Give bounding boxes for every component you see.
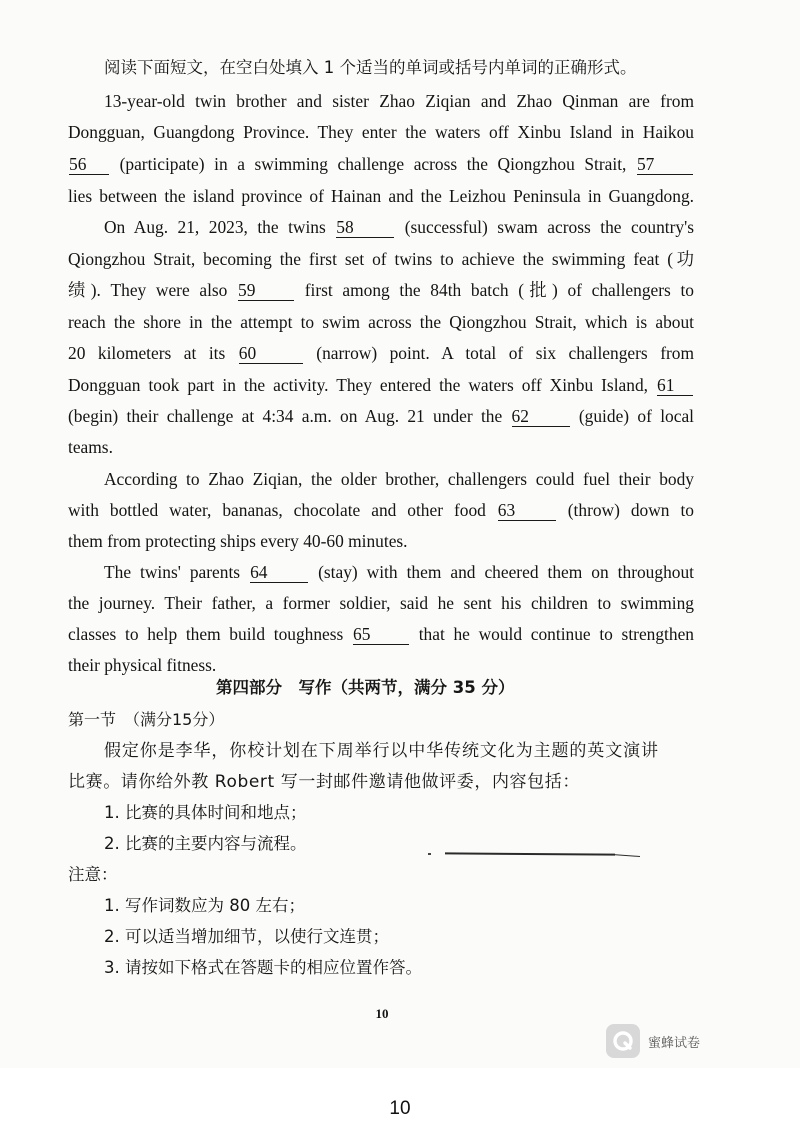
- p2-line3-c: first among the 84th batch (批) of challengers to: [304, 280, 694, 300]
- p2-line4: reach the shore in the attempt to swim across the Qiongzhou Strait, which is about: [68, 312, 694, 332]
- p2-line1-a: On Aug. 21, 2023, the twins: [104, 217, 326, 237]
- p2-line3: [68, 278, 694, 302]
- notes-label: 注意：: [68, 865, 118, 884]
- bee-logo-icon: [606, 1024, 640, 1058]
- part-one-title: 第一节 （满分15分）: [68, 710, 225, 729]
- p1-line2: Dongguan, Guangdong Province. They enter the waters off Xinbu Island in Haikou: [68, 122, 694, 142]
- p1-line1: 13-year-old twin brother and sister Zhao Ziqian and Zhao Qinman are from: [104, 91, 694, 111]
- p4-line4: their physical fitness.: [68, 655, 217, 675]
- p2-line6-a: Dongguan took part in the activity. They entered the waters off Xinbu Island,: [68, 375, 648, 395]
- blank-59[interactable]: 59: [238, 280, 294, 301]
- blank-56[interactable]: 56: [69, 154, 109, 175]
- p4-line1-a: The twins' parents: [104, 562, 241, 582]
- blank-57[interactable]: 57: [637, 154, 693, 175]
- note-2: 2. 可以适当增加细节，以使行文连贯；: [104, 927, 389, 946]
- p3-line2-a: with bottled water, bananas, chocolate and other food: [68, 500, 486, 520]
- prompt-line2: 比赛。请你给外教 Robert 写一封邮件邀请他做评委，内容包括：: [68, 772, 580, 792]
- p4-line3: [68, 622, 694, 646]
- watermark: [606, 1024, 700, 1058]
- p4-line1-c: (stay) with them and cheered them on throughout: [318, 562, 694, 582]
- instruction-text: 阅读下面短文，在空白处填入 1 个适当的单词或括号内单词的正确形式。: [104, 58, 637, 77]
- blank-63[interactable]: 63: [498, 500, 556, 521]
- watermark-text: 蜜蜂试卷: [648, 1035, 701, 1051]
- p2-line5-a: 20 kilometers at its: [68, 343, 226, 363]
- p2-line7-c: (guide) of local: [578, 406, 695, 426]
- prompt-line1: 假定你是李华，你校计划在下周举行以中华传统文化为主题的英文演讲: [104, 741, 659, 761]
- p1-line3: [68, 152, 694, 176]
- p2-line7: [68, 404, 694, 428]
- footer-page-number: 10: [389, 1098, 411, 1119]
- note-3: 3. 请按如下格式在答题卡的相应位置作答。: [104, 958, 422, 977]
- blank-64[interactable]: 64: [250, 562, 308, 583]
- p2-line3-a: 绩). They were also: [68, 280, 228, 300]
- p4-line3-c: that he would continue to strengthen: [418, 624, 694, 644]
- p2-line1-c: (successful) swam across the country's: [404, 217, 694, 237]
- p2-line5: [68, 341, 694, 365]
- p2-line1: [104, 215, 694, 239]
- p4-line2: the journey. Their father, a former soldier, said he sent his children to swimming: [68, 593, 694, 613]
- section-heading: 第四部分 写作（共两节，满分 35 分）: [216, 678, 515, 697]
- p1-line4: lies between the island province of Hainan and the Leizhou Peninsula in Guangdong.: [68, 186, 694, 206]
- pen-mark-dot: [428, 853, 431, 855]
- note-1: 1. 写作词数应为 80 左右；: [104, 896, 305, 915]
- blank-62[interactable]: 62: [512, 406, 570, 427]
- p2-line5-c: (narrow) point. A total of six challengers from: [316, 343, 694, 363]
- content-item-1: 1. 比赛的具体时间和地点；: [104, 803, 307, 822]
- p3-line2: [68, 498, 694, 522]
- p2-line7-a: (begin) their challenge at 4:34 a.m. on Aug. 21 under the: [68, 406, 503, 426]
- p1-line3-text: (participate) in a swimming challenge across the Qiongzhou Strait,: [119, 154, 627, 174]
- p2-line2: Qiongzhou Strait, becoming the first set of twins to achieve the swimming feat (功: [68, 249, 694, 269]
- p3-line1: According to Zhao Ziqian, the older brother, challengers could fuel their body: [104, 469, 694, 489]
- p2-line6: [68, 373, 694, 397]
- p2-line8: teams.: [68, 437, 113, 457]
- inner-page-number: 10: [375, 1006, 389, 1021]
- content-item-2: 2. 比赛的主要内容与流程。: [104, 834, 307, 853]
- p4-line1: [104, 560, 694, 584]
- blank-60[interactable]: 60: [239, 343, 303, 364]
- p3-line2-c: (throw) down to: [567, 500, 694, 520]
- p4-line3-a: classes to help them build toughness: [68, 624, 344, 644]
- p3-line3: them from protecting ships every 40-60 minutes.: [68, 531, 408, 551]
- blank-65[interactable]: 65: [353, 624, 409, 645]
- blank-61[interactable]: 61: [657, 375, 693, 396]
- blank-58[interactable]: 58: [336, 217, 394, 238]
